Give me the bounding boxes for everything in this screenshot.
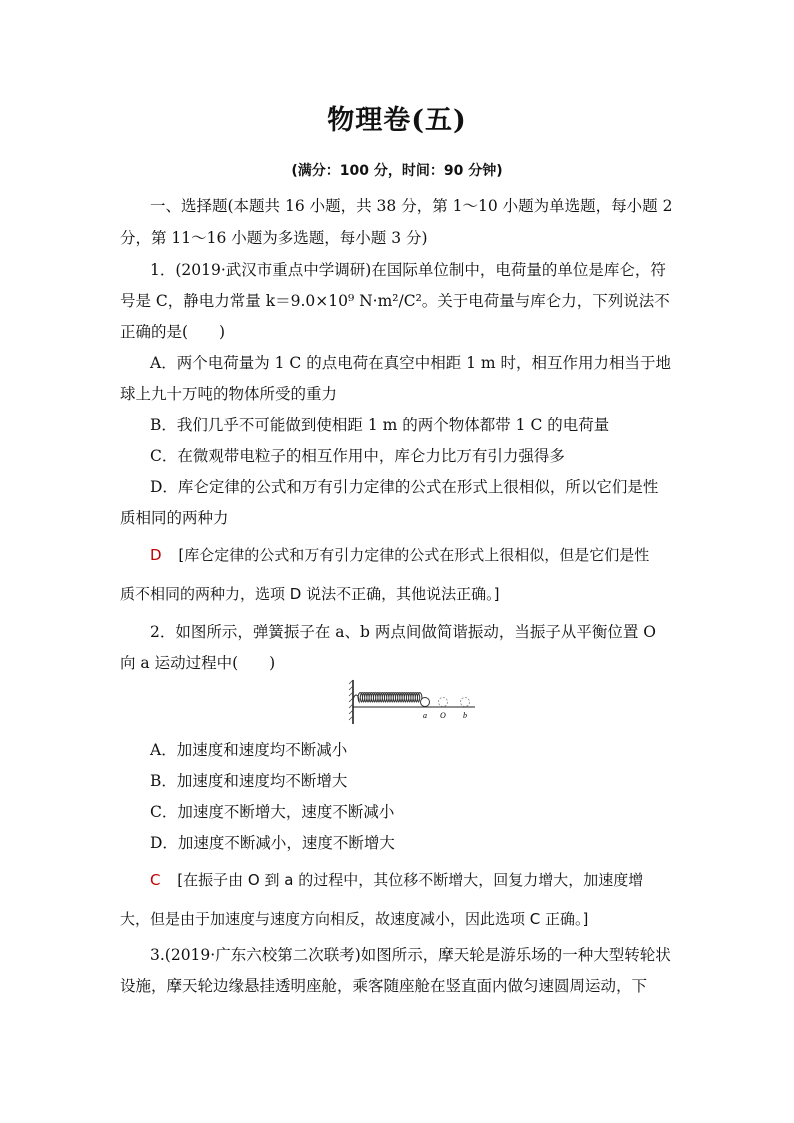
- q1-option-d-line1: D．库仑定律的公式和万有引力定律的公式在形式上很相似，所以它们是性: [150, 478, 659, 496]
- exam-info: (满分：100 分，时间：90 分钟): [291, 163, 503, 179]
- q2-stem-line2: 向 a 运动过程中( ): [120, 654, 276, 672]
- q1-answer-line1: [150, 545, 680, 565]
- q3-stem-line1: 3.(2019·广东六校第二次联考)如图所示，摩天轮是游乐场的一种大型转轮状: [150, 946, 671, 964]
- q2-option-a: A．加速度和速度均不断减小: [150, 741, 348, 759]
- q1-stem-line2: 号是 C，静电力常量 k＝9.0×10⁹ N·m²/C²。关于电荷量与库仑力，下列说法不: [120, 292, 670, 310]
- page-title: 物理卷(五): [327, 105, 467, 136]
- section-heading-line1: 一、选择题(本题共 16 小题，共 38 分，第 1～10 小题为单选题，每小题 2: [150, 197, 673, 215]
- q2-answer-text1: [在振子由 O 到 a 的过程中，其位移不断增大，回复力增大，加速度增: [177, 871, 644, 889]
- label-o: O: [440, 711, 446, 720]
- label-a: a: [423, 711, 427, 720]
- q1-stem-line3: 正确的是( ): [120, 323, 226, 341]
- q1-option-a-line2: 球上九十万吨的物体所受的重力: [120, 385, 338, 403]
- q3-stem-line2: 设施，摩天轮边缘悬挂透明座舱，乘客随座舱在竖直面内做匀速圆周运动，下: [120, 977, 648, 995]
- q2-stem-line1: 2．如图所示，弹簧振子在 a、b 两点间做简谐振动，当振子从平衡位置 O: [150, 623, 657, 641]
- q2-answer-letter: C: [150, 871, 161, 889]
- q1-option-c: C．在微观带电粒子的相互作用中，库仑力比万有引力强得多: [150, 447, 565, 465]
- q2-answer-line2: 大，但是由于加速度与速度方向相反，故速度减小，因此选项 C 正确。]: [120, 910, 589, 928]
- spring-coil: [353, 693, 422, 702]
- mass-at-o: [439, 698, 448, 707]
- q1-option-b: B．我们几乎不可能做到使相距 1 m 的两个物体都带 1 C 的电荷量: [150, 416, 610, 434]
- label-b: b: [463, 711, 467, 720]
- q2-option-b: B．加速度和速度均不断增大: [150, 772, 348, 790]
- q1-answer-letter: D: [150, 546, 162, 564]
- mass-at-b: [461, 698, 470, 707]
- q2-option-c: C．加速度不断增大，速度不断减小: [150, 803, 395, 821]
- q1-answer-line2: 质不相同的两种力，选项 D 说法不正确，其他说法正确。]: [120, 585, 500, 603]
- spring-oscillator-figure: [345, 678, 480, 724]
- q2-option-d: D．加速度不断减小，速度不断增大: [150, 834, 395, 852]
- q1-option-a-line1: A．两个电荷量为 1 C 的点电荷在真空中相距 1 m 时，相互作用力相当于地: [150, 354, 672, 372]
- mass-at-a: [421, 698, 430, 707]
- q1-answer-text1: [库仑定律的公式和万有引力定律的公式在形式上很相似，但是它们是性: [178, 546, 650, 564]
- q2-answer-line1: [150, 870, 680, 890]
- section-heading-line2: 分，第 11～16 小题为多选题，每小题 3 分): [120, 229, 428, 247]
- q1-option-d-line2: 质相同的两种力: [120, 509, 229, 527]
- q1-stem-line1: 1．(2019·武汉市重点中学调研)在国际单位制中，电荷量的单位是库仑，符: [150, 261, 666, 279]
